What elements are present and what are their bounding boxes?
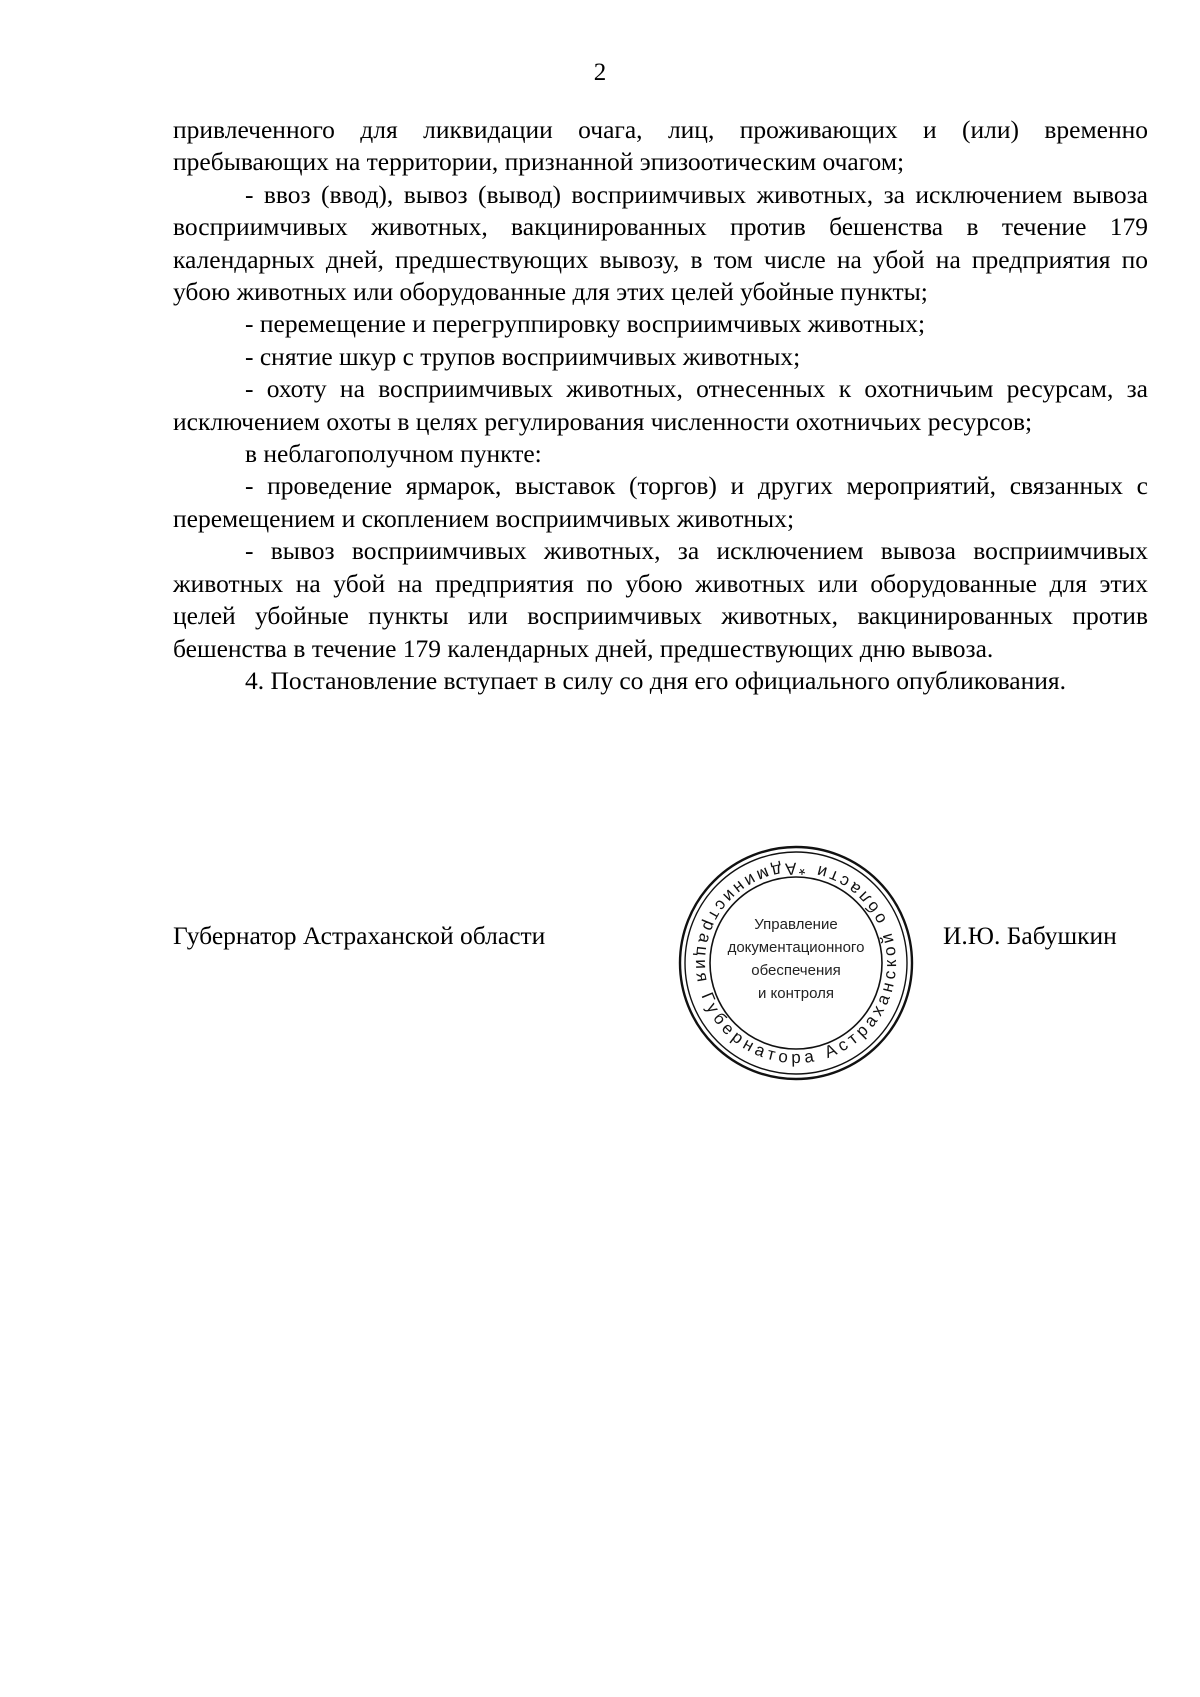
signatory-title: Губернатор Астраханской области [173, 921, 546, 950]
body-text [173, 114, 1148, 697]
paragraph-ban-skinning: - снятие шкур с трупов восприимчивых животных; [245, 341, 801, 371]
official-seal [676, 843, 916, 1083]
signatory-name: И.Ю. Бабушкин [943, 921, 1117, 950]
page-number: 2 [593, 59, 607, 86]
paragraph-ban-export: - вывоз восприимчивых животных, за исключением вывоза восприимчивых животных на убой на предприятия по убою животных или оборудованные для этих целей убойные пункты или восприимчивых животных, вакцинированных против бешенства в течение 179 календарных дней, предшествующих дню вывоза. [173, 536, 1148, 663]
seal-ring-text: Администрация Губернатора Астраханской области * [691, 858, 901, 1068]
paragraph-ban-import-export: - ввоз (ввод), вывоз (вывод) восприимчивых животных, за исключением вывоза восприимчивых животных, вакцинированных против бешенства в течение 179 календарных дней, предшествующих вывозу, в том числе на убой на предприятия по убою животных или оборудованные для этих целей убойные пункты; [173, 179, 1148, 307]
seal-center-text [716, 913, 876, 1005]
paragraph-continuation: привлеченного для ликвидации очага, лиц, проживающих и (или) временно пребывающих на территории, признанной эпизоотическим очагом; [173, 115, 1148, 177]
paragraph-ban-relocation: - перемещение и перегруппировку восприимчивых животных; [245, 309, 926, 339]
paragraph-ban-fairs: - проведение ярмарок, выставок (торгов) и других мероприятий, связанных с перемещением и скоплением восприимчивых животных; [173, 471, 1148, 533]
paragraph-unfavorable-point: в неблагополучном пункте: [245, 439, 542, 469]
paragraph-effective-date: 4. Постановление вступает в силу со дня его официального опубликования. [245, 665, 1066, 695]
seal-center-line: и контроля [757, 985, 834, 1002]
seal-center-line: Управление [754, 916, 838, 933]
seal-center-line: обеспечения [751, 962, 841, 979]
seal-center-line: документационного [727, 939, 865, 956]
paragraph-ban-hunting: - охоту на восприимчивых животных, отнесенных к охотничьим ресурсам, за исключением охоты в целях регулирования численности охотничьих ресурсов; [173, 374, 1148, 436]
